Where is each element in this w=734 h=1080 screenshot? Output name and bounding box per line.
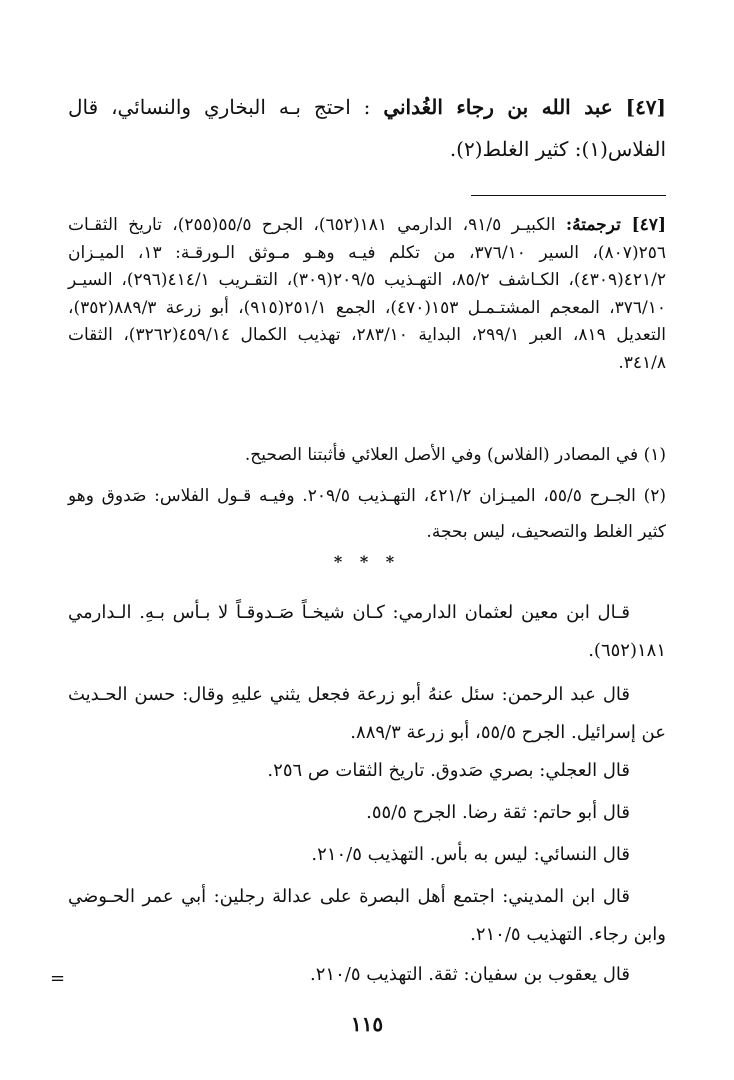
- section-separator: * * *: [333, 552, 401, 571]
- paragraph-text: قـال ابن معين لعثمان الدارمي: كـان شيخـاً صَـدوقـاً لا بـأس بـهِ. الـدارمي ١٨١(٦٥٢).: [68, 602, 666, 661]
- paragraph-abd-al-rahman: [68, 676, 666, 752]
- paragraph-ibn-maeen: [68, 594, 666, 670]
- paragraph-yaqub: [68, 956, 666, 994]
- footnote-1: (١) في المصادر (الفلاس) وفي الأصل العلائي فأثبتنا الصحيح.: [244, 445, 666, 465]
- entry-text: : احتج بـه البخاري والنسائي، قال الفلاس(١): كثير الغلط(٢).: [68, 95, 666, 161]
- paragraph-text: قال ابن المديني: اجتمع أهل البصرة على عدالة رجلين: أبي عمر الحـوضي وابن رجاء. التهذيب ٢١٠/٥.: [68, 886, 666, 945]
- entry-heading: [68, 86, 666, 170]
- entry-number: [٤٧]: [625, 95, 667, 119]
- entry-name: عبد الله بن رجاء الغُداني: [383, 95, 613, 119]
- footnote-separator-rule: [471, 195, 666, 196]
- paragraph-text: قال أبو حاتم: ثقة رضا. الجرح ٥٥/٥.: [366, 802, 630, 823]
- paragraph-nasai: [68, 836, 666, 874]
- footnote-2: (٢) الجـرح ٥٥/٥، الميـزان ٤٢١/٢، التهـذيب ٢٠٩/٥. وفيـه قـول الفلاس: صَدوق وهو كثير الغلط والتصحيف، ليس بحجة.: [68, 486, 666, 542]
- paragraph-text: قال النسائي: ليس به بأس. التهذيب ٢١٠/٥.: [311, 844, 630, 865]
- paragraph-abu-hatim: [68, 794, 666, 832]
- paragraph-ijli: [68, 752, 666, 790]
- paragraph-text: قال عبد الرحمن: سئل عنهُ أبو زرعة فجعل يثني عليهِ وقال: حسن الحـديث عن إسرائيل. الجرح ٥٥/٥، أبو زرعة ٨٨٩/٣.: [68, 684, 666, 743]
- references-label: [٤٧] ترجمتهُ:: [565, 215, 666, 235]
- paragraph-ibn-madini: [68, 878, 666, 954]
- continuation-mark: =: [50, 968, 66, 989]
- biography-references: [68, 212, 666, 377]
- paragraph-text: قال يعقوب بن سفيان: ثقة. التهذيب ٢١٠/٥.: [310, 964, 630, 985]
- page-number: ١١٥: [350, 1012, 384, 1036]
- references-text: الكبيـر ٩١/٥، الدارمي ١٨١(٦٥٢)، الجرح ٥٥/٥(٢٥٥)، تاريخ الثقـات ٢٥٦(٨٠٧)، السير ٣٧٦/١٠، من تكلم فيـه وهـو مـوثق الـورقـة: ١٣، الميـزان ٤٢١/٢(٤٣٠٩)، الكـاشف ٨٥/٢، التهـذيب ٢٠٩/٥(٣٠٩)، التقـريب ٤١٤/١(٢٩٦)، السيـر ٣٧٦/١٠، المعجم المشتـمـل ١٥٣(٤٧٠)، الجمع ٢٥١/١(٩١٥)، أبو زرعة ٨٨٩/٣(٣٥٢)، التعديل ٨١٩، العبر ٢٩٩/١، البداية ٢٨٣/١٠، تهذيب الكمال ٤٥٩/١٤(٣٢٦٢)، الثقات ٣٤١/٨.: [68, 215, 667, 373]
- paragraph-text: قال العجلي: بصري صَدوق. تاريخ الثقات ص ٢٥٦.: [267, 760, 630, 781]
